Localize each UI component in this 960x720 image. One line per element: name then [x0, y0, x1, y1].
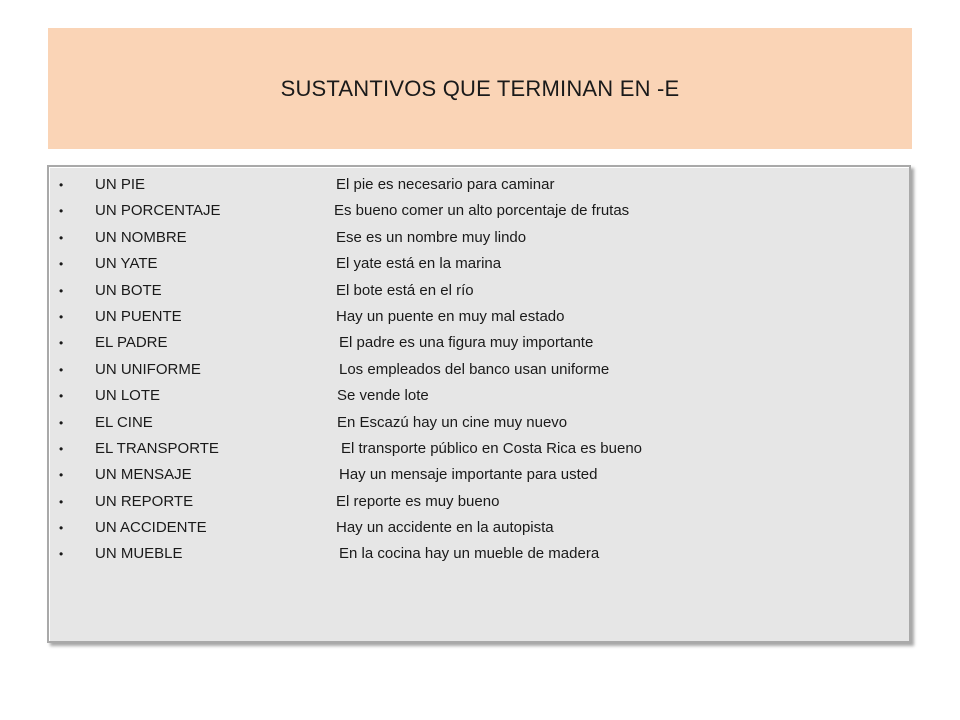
bullet-icon: • — [59, 336, 64, 351]
list-item — [49, 492, 899, 518]
bullet-icon: • — [59, 362, 64, 377]
bullet-icon: • — [59, 468, 64, 483]
bullet-icon: • — [59, 257, 64, 272]
content-panel — [47, 165, 911, 643]
list-item — [49, 333, 899, 359]
list-item — [49, 465, 899, 491]
slide-title: SUSTANTIVOS QUE TERMINAN EN -E — [280, 75, 680, 101]
noun-label: UN YATE — [95, 255, 158, 273]
list-item — [49, 544, 899, 570]
example-sentence: El yate está en la marina — [336, 255, 502, 273]
bullet-icon: • — [59, 494, 64, 509]
bullet-icon: • — [59, 547, 64, 562]
noun-label: UN ACCIDENTE — [95, 519, 207, 537]
bullet-icon: • — [59, 309, 64, 324]
bullet-icon: • — [59, 441, 64, 456]
bullet-icon: • — [59, 521, 64, 536]
title-banner — [48, 28, 912, 149]
list-item — [49, 518, 899, 544]
list-item — [49, 386, 899, 412]
example-sentence: El transporte público en Costa Rica es bueno — [341, 439, 643, 457]
noun-label: UN REPORTE — [95, 492, 194, 510]
example-sentence: Hay un puente en muy mal estado — [336, 307, 565, 325]
example-sentence: Es bueno comer un alto porcentaje de frutas — [334, 202, 630, 220]
bullet-icon: • — [59, 283, 64, 298]
example-sentence: El reporte es muy bueno — [336, 492, 500, 510]
noun-label: UN UNIFORME — [95, 360, 201, 378]
noun-label: UN PUENTE — [95, 307, 182, 325]
noun-label: UN MENSAJE — [95, 466, 192, 484]
list-item — [49, 201, 899, 227]
noun-label: UN PORCENTAJE — [95, 202, 221, 220]
bullet-icon: • — [59, 415, 64, 430]
noun-label: UN MUEBLE — [95, 545, 183, 563]
example-sentence: En la cocina hay un mueble de madera — [339, 545, 600, 563]
example-sentence: El bote está en el río — [336, 281, 474, 299]
bullet-icon: • — [59, 178, 64, 192]
example-sentence: Se vende lote — [337, 387, 429, 405]
noun-label: UN BOTE — [95, 281, 162, 299]
example-sentence: En Escazú hay un cine muy nuevo — [337, 413, 568, 431]
example-sentence: Los empleados del banco usan uniforme — [339, 360, 610, 378]
list-item — [49, 281, 899, 307]
example-sentence: Ese es un nombre muy lindo — [336, 228, 527, 246]
example-sentence: El pie es necesario para caminar — [336, 176, 555, 193]
noun-label: EL TRANSPORTE — [95, 439, 219, 457]
example-sentence: Hay un mensaje importante para usted — [339, 466, 598, 484]
noun-label: UN PIE — [95, 176, 146, 193]
noun-list — [49, 175, 899, 571]
bullet-icon: • — [59, 204, 64, 219]
list-item — [49, 360, 899, 386]
list-item — [49, 307, 899, 333]
bullet-icon: • — [59, 389, 64, 404]
noun-label: EL CINE — [95, 413, 153, 431]
noun-label: EL PADRE — [95, 334, 168, 352]
bullet-icon: • — [59, 230, 64, 245]
list-item — [49, 228, 899, 254]
list-item — [49, 175, 899, 201]
example-sentence: Hay un accidente en la autopista — [336, 519, 554, 537]
list-item — [49, 439, 899, 465]
noun-label: UN NOMBRE — [95, 228, 187, 246]
list-item — [49, 254, 899, 280]
noun-label: UN LOTE — [95, 387, 161, 405]
list-item — [49, 413, 899, 439]
example-sentence: El padre es una figura muy importante — [339, 334, 594, 352]
